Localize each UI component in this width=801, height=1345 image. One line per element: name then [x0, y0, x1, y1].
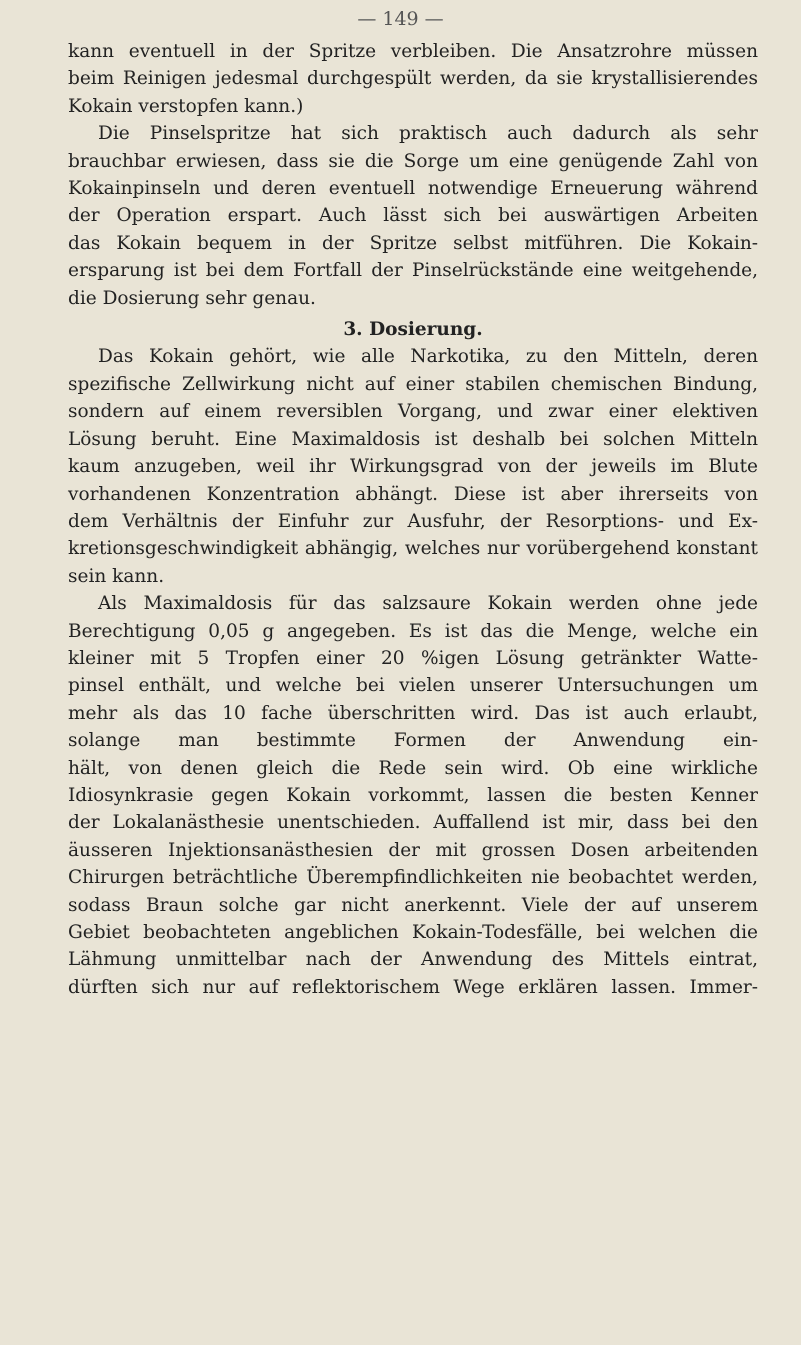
text-line: Lähmung unmittelbar nach der Anwendung des Mittels eintrat,	[68, 949, 758, 971]
text-line: Das Kokain gehört, wie alle Narkotika, zu den Mitteln, deren	[98, 346, 758, 368]
page-number: — 149 —	[357, 8, 444, 30]
text-line: brauchbar erwiesen, dass sie die Sorge um eine genügende Zahl von	[68, 150, 758, 172]
text-line: mehr als das 10 fache überschritten wird. Das ist auch erlaubt,	[68, 702, 758, 724]
text-line: Lösung beruht. Eine Maximaldosis ist deshalb bei solchen Mitteln	[68, 428, 758, 450]
text-line: solange man bestimmte Formen der Anwendung ein-	[68, 730, 758, 752]
text-line: dem Verhältnis der Einfuhr zur Ausfuhr, der Resorptions- und Ex-	[68, 510, 758, 532]
text-line: pinsel enthält, und welche bei vielen unserer Untersuchungen um	[68, 675, 758, 697]
text-line: kaum anzugeben, weil ihr Wirkungsgrad von der jeweils im Blute	[68, 456, 758, 478]
text-line: beim Reinigen jedesmal durchgespült werden, da sie krystallisierendes	[68, 68, 758, 90]
text-line: kretionsgeschwindigkeit abhängig, welches nur vorübergehend konstant	[68, 538, 758, 560]
text-line: das Kokain bequem in der Spritze selbst mitführen. Die Kokain-	[68, 232, 758, 254]
text-line: Als Maximaldosis für das salzsaure Kokain werden ohne jede	[98, 593, 758, 615]
text-line: Kokain verstopfen kann.)	[68, 95, 304, 117]
text-line: der Lokalanästhesie unentschieden. Auffallend ist mir, dass bei den	[68, 812, 758, 834]
text-line: vorhandenen Konzentration abhängt. Diese ist aber ihrerseits von	[68, 483, 758, 505]
body-text	[68, 38, 758, 1001]
text-line: spezifische Zellwirkung nicht auf einer stabilen chemischen Bindung,	[68, 373, 758, 395]
section-heading: 3. Dosierung.	[343, 319, 483, 341]
text-line: Kokainpinseln und deren eventuell notwendige Erneuerung während	[68, 178, 758, 200]
text-line: kleiner mit 5 Tropfen einer 20 %igen Lösung getränkter Watte-	[68, 647, 758, 669]
text-line: hält, von denen gleich die Rede sein wird. Ob eine wirkliche	[68, 757, 758, 779]
text-line: sein kann.	[68, 565, 165, 587]
text-line: Chirurgen beträchtliche Überempfindlichkeiten nie beobachtet werden,	[68, 867, 758, 889]
text-line: Idiosynkrasie gegen Kokain vorkommt, lassen die besten Kenner	[68, 784, 758, 806]
text-line: ersparung ist bei dem Fortfall der Pinselrückstände eine weitgehende,	[68, 260, 758, 282]
text-line: die Dosierung sehr genau.	[68, 287, 316, 309]
text-line: kann eventuell in der Spritze verbleiben. Die Ansatzrohre müssen	[68, 41, 758, 62]
text-line: der Operation erspart. Auch lässt sich bei auswärtigen Arbeiten	[68, 205, 758, 227]
text-line: äusseren Injektionsanästhesien der mit grossen Dosen arbeitenden	[68, 839, 758, 861]
text-line: Die Pinselspritze hat sich praktisch auch dadurch als sehr	[98, 123, 758, 145]
text-line: sondern auf einem reversiblen Vorgang, und zwar einer elektiven	[68, 401, 758, 423]
text-line: Berechtigung 0,05 g angegeben. Es ist das die Menge, welche ein	[68, 620, 758, 642]
text-line: dürften sich nur auf reflektorischem Wege erklären lassen. Immer-	[68, 976, 758, 998]
text-line: sodass Braun solche gar nicht anerkennt. Viele der auf unserem	[68, 894, 758, 916]
text-line: Gebiet beobachteten angeblichen Kokain-Todesfälle, bei welchen die	[68, 922, 758, 943]
